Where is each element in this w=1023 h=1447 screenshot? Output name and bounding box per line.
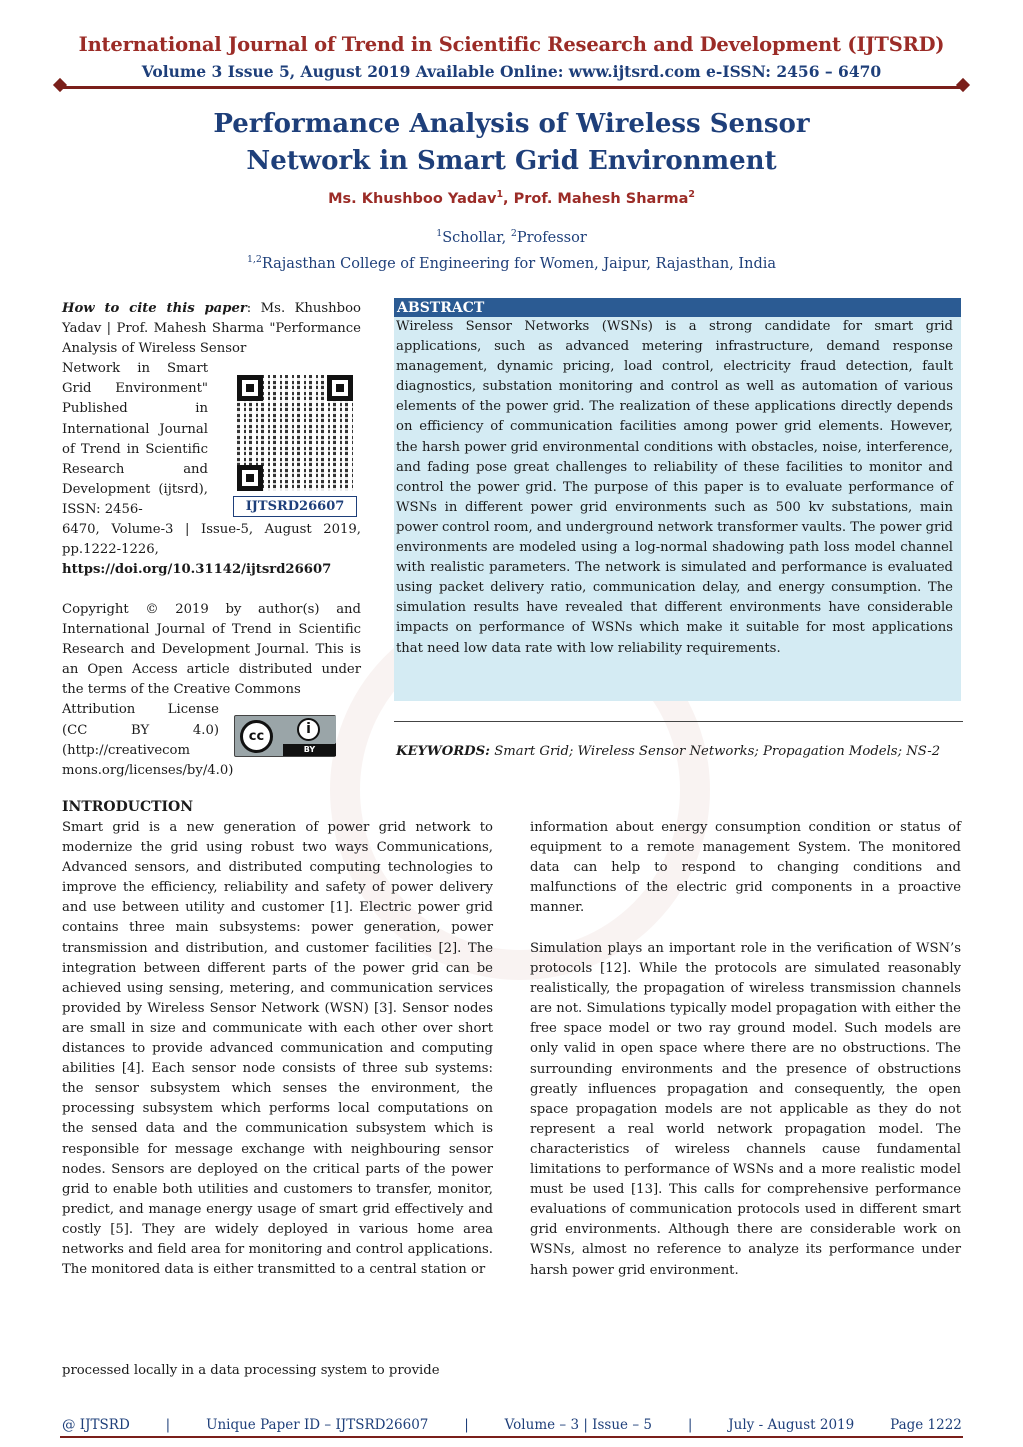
attribution-person-icon: i bbox=[297, 718, 320, 741]
abstract-heading: ABSTRACT bbox=[394, 298, 961, 317]
cite-text-top: : Ms. Khushboo Yadav | Prof. Mahesh Sharma "Performance Analysis of Wireless Sensor bbox=[62, 301, 361, 357]
paper-title-line-1: Performance Analysis of Wireless Sensor bbox=[213, 109, 810, 139]
cite-text-bottom: 6470, Volume-3 | Issue-5, August 2019, pp.1222-1226, bbox=[62, 522, 361, 558]
affiliation-sup: 1,2 bbox=[246, 254, 262, 265]
author-roles bbox=[0, 228, 1023, 246]
footer-paper-id: Unique Paper ID – IJTSRD26607 bbox=[206, 1417, 429, 1433]
section-heading-introduction: INTRODUCTION bbox=[62, 799, 194, 815]
header-rule bbox=[60, 86, 963, 89]
author-2-sup: 2 bbox=[688, 189, 695, 200]
intro-right-paragraph-1: information about energy consumption condition or status of equipment to a remote management System. The monitored data can help to respond to changing conditions and malfunctions of the electric grid components in a proactive manner. bbox=[530, 820, 961, 916]
page-footer bbox=[62, 1417, 962, 1433]
cite-text-narrow: Network in Smart Grid Environment" Published in International Journal of Trend in Scientific Research and Development (ijtsrd), ISSN: 2456- bbox=[62, 361, 208, 517]
keywords bbox=[396, 744, 961, 759]
role-2: Professor bbox=[516, 229, 587, 246]
copyright-text-narrow: Attribution License (CC BY 4.0) (http://creativecom bbox=[62, 702, 219, 758]
abstract-box bbox=[394, 298, 961, 701]
copyright-text-bottom: mons.org/licenses/by/4.0) bbox=[62, 762, 234, 778]
cite-label: How to cite this paper bbox=[62, 301, 247, 316]
cc-by-label: BY bbox=[283, 744, 336, 756]
paper-title-line-2: Network in Smart Grid Environment bbox=[246, 146, 777, 176]
author-2: Prof. Mahesh Sharma bbox=[513, 190, 689, 207]
paper-title bbox=[0, 106, 1023, 180]
footer-date: July - August 2019 bbox=[728, 1417, 855, 1433]
footer-rule bbox=[60, 1436, 963, 1438]
journal-title: International Journal of Trend in Scientific Research and Development (IJTSRD) bbox=[78, 33, 945, 56]
keywords-rule bbox=[394, 721, 963, 722]
affiliation bbox=[0, 254, 1023, 272]
intro-left-column-tail: processed locally in a data processing system to provide bbox=[62, 1363, 440, 1378]
footer-journal: @ IJTSRD bbox=[62, 1417, 130, 1433]
footer-page: Page 1222 bbox=[890, 1417, 962, 1433]
keywords-label: KEYWORDS: bbox=[396, 744, 491, 759]
authors bbox=[0, 189, 1023, 207]
role-1-sup: 1 bbox=[436, 228, 443, 239]
affiliation-text: Rajasthan College of Engineering for Women, Jaipur, Rajasthan, India bbox=[261, 255, 777, 272]
qr-finder-top-right bbox=[327, 375, 353, 401]
qr-paper-id: IJTSRD26607 bbox=[233, 496, 357, 517]
role-2-sup: 2 bbox=[510, 228, 517, 239]
footer-sep-2: | bbox=[464, 1417, 469, 1433]
doi-link[interactable]: https://doi.org/10.31142/ijtsrd26607 bbox=[62, 562, 332, 578]
footer-sep-1: | bbox=[165, 1417, 171, 1433]
qr-finder-bottom-left bbox=[237, 465, 263, 491]
role-1: Schollar, bbox=[442, 229, 511, 246]
keywords-text: Smart Grid; Wireless Sensor Networks; Propagation Models; NS-2 bbox=[490, 744, 941, 759]
footer-volume: Volume – 3 | Issue – 5 bbox=[504, 1417, 652, 1433]
author-1: Ms. Khushboo Yadav bbox=[328, 190, 497, 207]
cc-by-license-badge[interactable] bbox=[234, 715, 336, 757]
intro-right-paragraph-2: Simulation plays an important role in the verification of WSN’s protocols [12]. While the protocols are simulated reasonably realistically, the propagation of wireless transmission channels are not. Simulations typically model propagation with either the free space model or two ray ground model. Such models are only valid in open space where there are no obstructions. The surrounding environments and the presence of obstructions greatly influences propagation and consequently, the open space propagation models are not applicable as they do not represent a real world network propagation model. The characteristics of wireless channels cause fundamental limitations to performance of WSNs and a more realistic model must be used [13]. This calls for comprehensive performance evaluations of communication protocols used in different smart grid environments. Although there are considerable work on WSNs, almost no reference to analyze its performance under harsh power grid environment. bbox=[530, 941, 961, 1278]
qr-finder-top-left bbox=[237, 375, 263, 401]
qr-code-box bbox=[233, 375, 357, 515]
author-separator: , bbox=[503, 190, 514, 207]
abstract-text: Wireless Sensor Networks (WSNs) is a strong candidate for smart grid applications, such as advanced metering infrastructure, demand response management, dynamic pricing, load control, electricity fraud detection, fault diagnostics, substation monitoring and control as well as automation of various elements of the power grid. The realization of these applications directly depends on efficiency of communication facilities among power grid elements. However, the harsh power grid environmental conditions with obstacles, noise, interference, and fading pose great challenges to reliability of these facilities to monitor and control the power grid. The purpose of this paper is to evaluate performance of WSNs in different power grid environments such as 500 kv substations, main power control room, and underground network transformer vaults. The power grid environments are modeled using a log-normal shadowing path loss model channel with realistic parameters. The network is simulated and performance is evaluated using packet delivery ratio, communication delay, and energy consumption. The simulation results have revealed that different environments have considerable impacts on performance of WSNs which make it suitable for most applications that need low data rate with low reliability requirements. bbox=[396, 319, 953, 656]
cc-icon: cc bbox=[240, 720, 273, 753]
journal-issue-line: Volume 3 Issue 5, August 2019 Available Online: www.ijtsrd.com e-ISSN: 2456 – 6470 bbox=[141, 62, 882, 81]
copyright-text-wide: Copyright © 2019 by author(s) and International Journal of Trend in Scientific Research and Development Journal. This is an Open Access article distributed under the terms of the Creative Commons bbox=[62, 602, 361, 698]
author-1-sup: 1 bbox=[496, 189, 504, 200]
footer-sep-3: | bbox=[687, 1417, 693, 1433]
intro-left-column: Smart grid is a new generation of power grid network to modernize the grid using robust two ways Communications, Advanced sensors, and distributed computing technologies to improve the efficiency, reliability and safety of power delivery and use between utility and customer [1]. Electric power grid contains three main subsystems: power generation, power transmission and distribution, and customer facilities [2]. The integration between different parts of the power grid can be achieved using sensing, metering, and communication services provided by Wireless Sensor Network (WSN) [3]. Sensor nodes are small in size and communicate with each other over short distances to provide advanced communication and computing abilities [4]. Each sensor node consists of three sub systems: the sensor subsystem which senses the environment, the processing subsystem which performs local computations on the sensed data and the communication subsystem which is responsible for message exchange with neighbouring sensor nodes. Sensors are deployed on the critical parts of the power grid to enable both utilities and customers to transfer, monitor, predict, and manage energy usage of smart grid effectively and costly [5]. They are widely deployed in various home area networks and field area for monitoring and control applications. The monitored data is either transmitted to a central station or bbox=[62, 820, 493, 1278]
